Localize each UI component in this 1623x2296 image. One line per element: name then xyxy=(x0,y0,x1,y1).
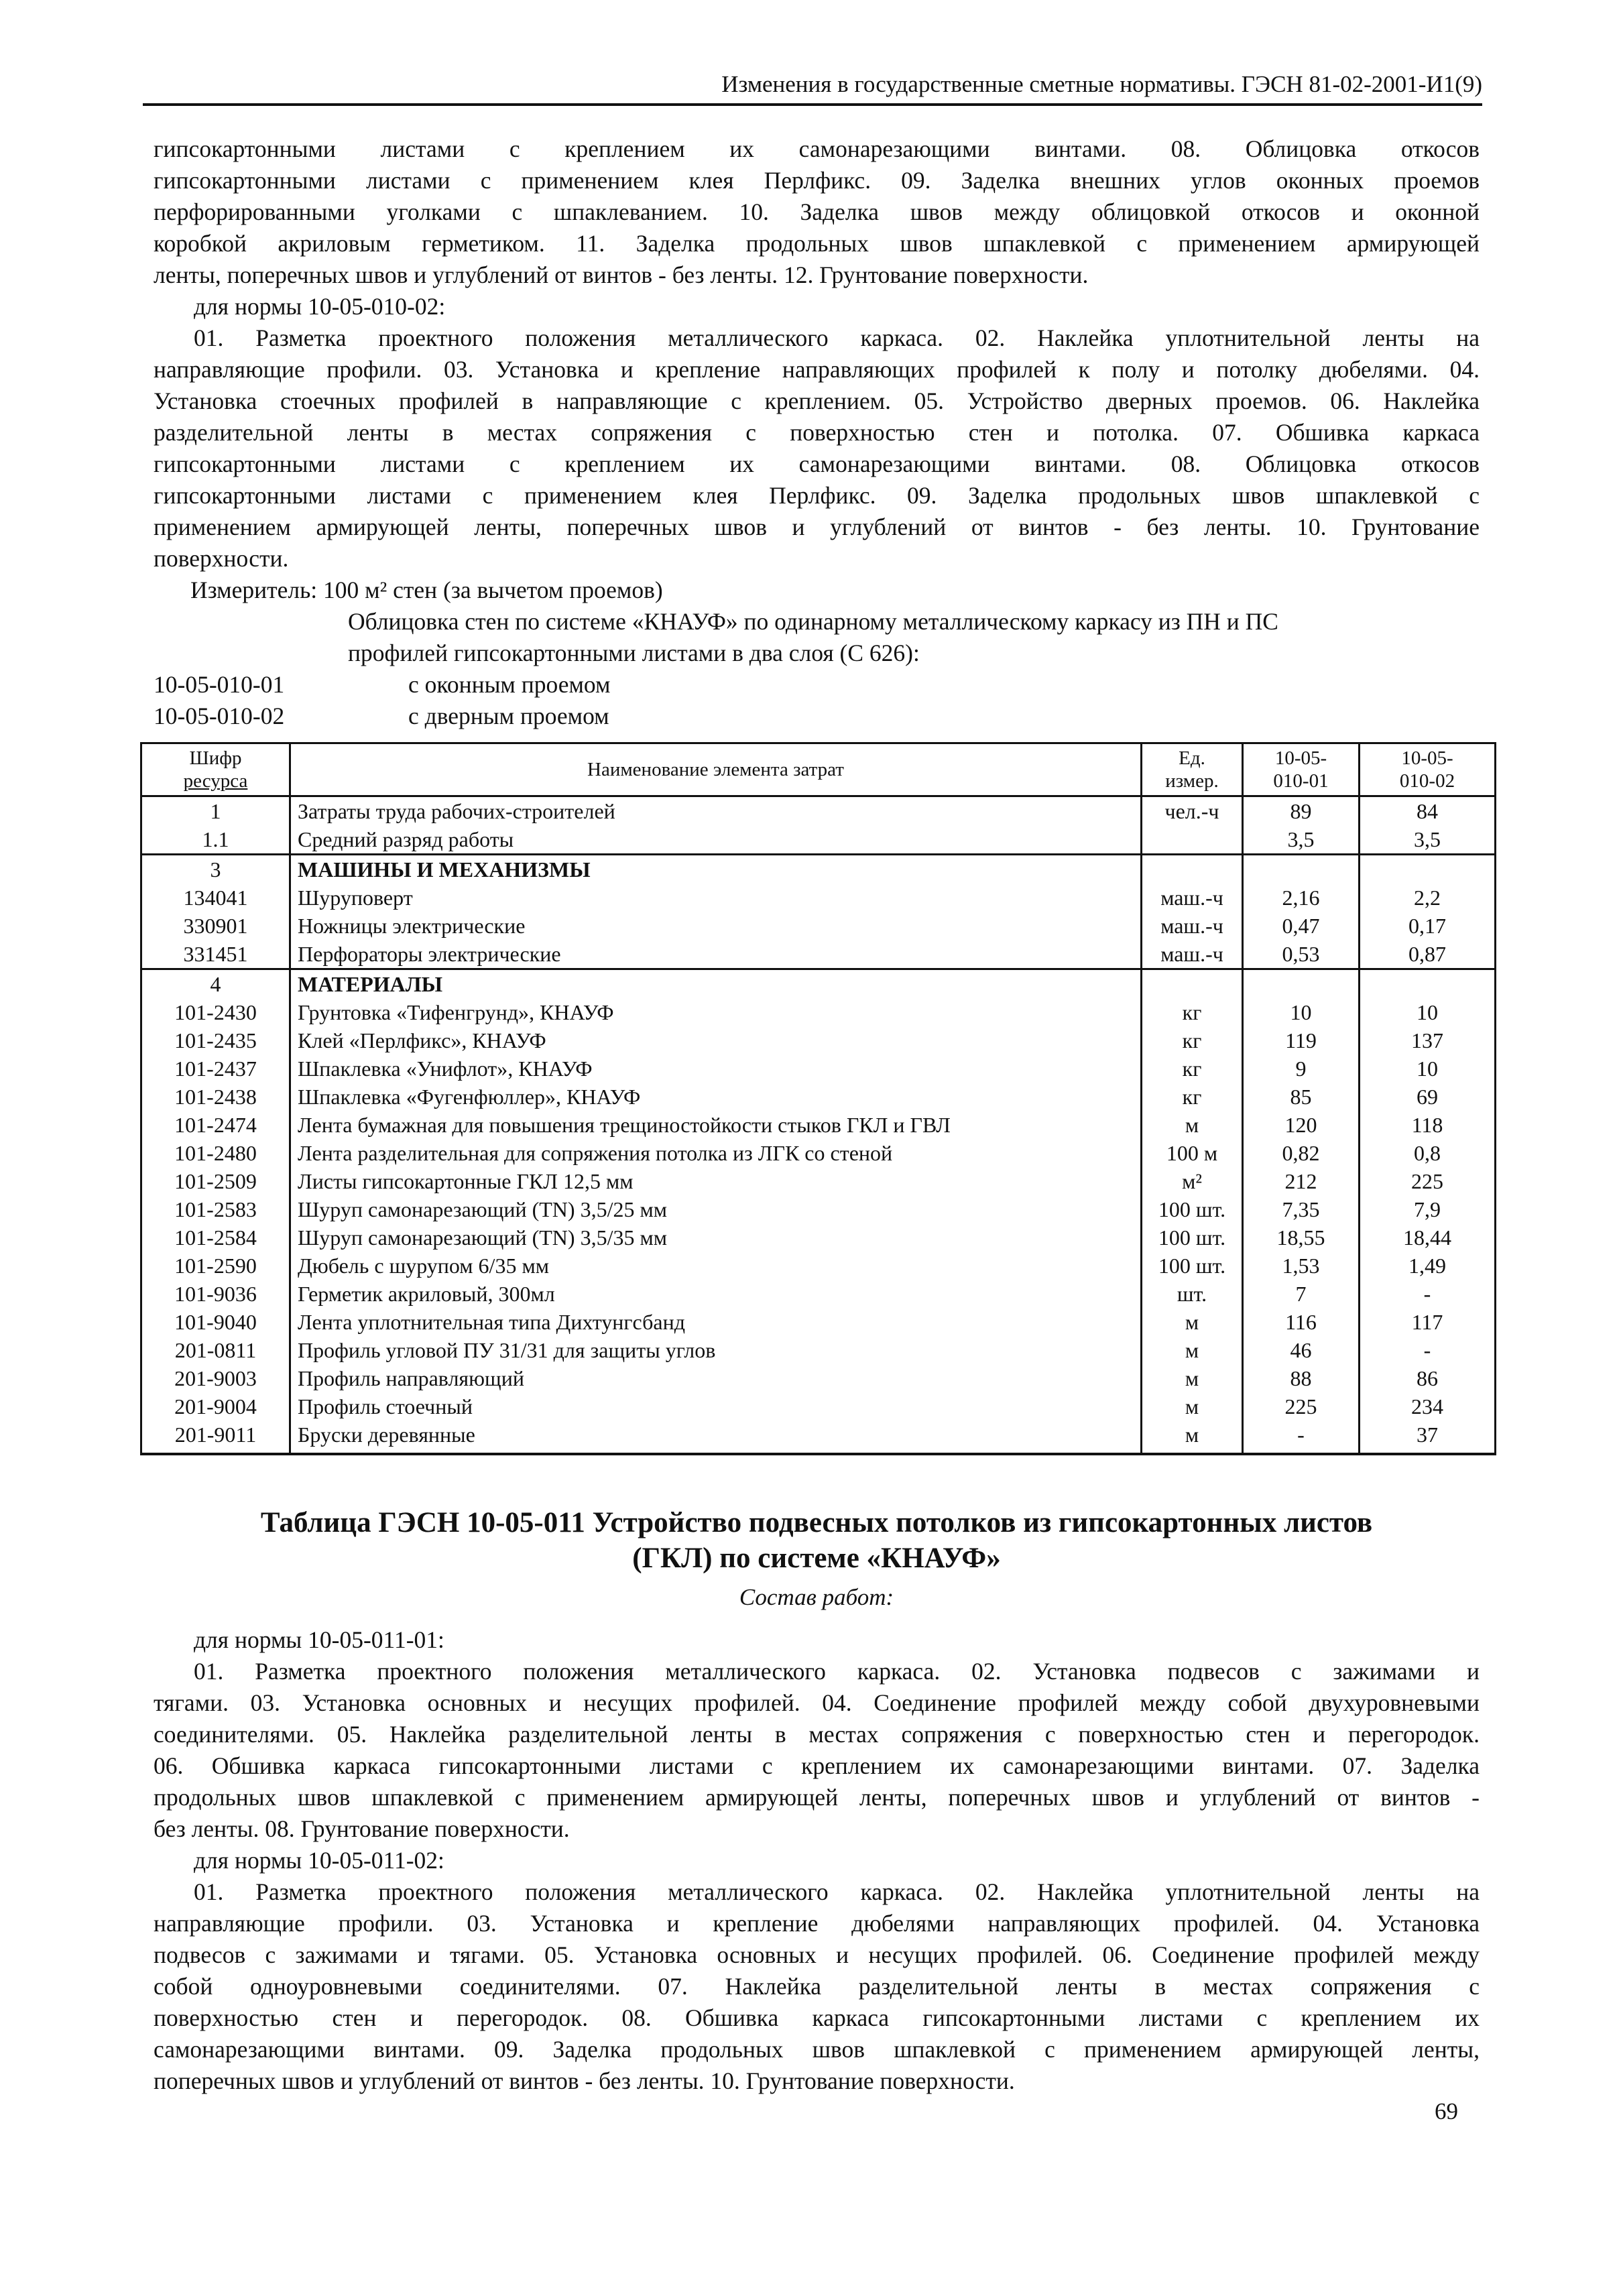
cell-code: 101-9040 xyxy=(141,1308,290,1336)
table-row xyxy=(141,1280,1496,1308)
text-line: самонарезающими винтами. 09. Заделка продольных швов шпаклевкой с применением армирующей ленты, xyxy=(154,2036,1480,2063)
text-line: гипсокартонными листами с креплением их самонарезающими винтами. 08. Облицовка откосов xyxy=(154,450,1480,477)
cell-value-norm-2: 225 xyxy=(1360,1167,1496,1195)
resource-table xyxy=(140,742,1496,1455)
cell-name: Профиль стоечный xyxy=(290,1392,1142,1421)
table-header-row xyxy=(141,743,1496,796)
cell-value-norm-2: 118 xyxy=(1360,1111,1496,1139)
cell-code: 330901 xyxy=(141,912,290,940)
cell-name: Шуруповерт xyxy=(290,884,1142,912)
cell-name: Профиль направляющий xyxy=(290,1364,1142,1392)
table-row xyxy=(141,998,1496,1026)
cell-value-norm-2: 137 xyxy=(1360,1026,1496,1054)
cell-name: Шпаклевка «Унифлот», КНАУФ xyxy=(290,1054,1142,1083)
cell-unit: маш.-ч xyxy=(1142,940,1243,969)
text-line: поверхности. xyxy=(154,545,289,572)
header-rule xyxy=(143,103,1482,106)
cell-value-norm-1: - xyxy=(1243,1421,1360,1454)
text-line: без ленты. 08. Грунтование поверхности. xyxy=(154,1815,570,1842)
cell-code: 331451 xyxy=(141,940,290,969)
cell-unit: 100 м xyxy=(1142,1139,1243,1167)
section-title-line: (ГКЛ) по системе «КНАУФ» xyxy=(632,1543,1001,1574)
cell-code: 134041 xyxy=(141,884,290,912)
table-body xyxy=(141,796,1496,1455)
cell-code: 101-9036 xyxy=(141,1280,290,1308)
cell-unit: м xyxy=(1142,1111,1243,1139)
text-line: собой одноуровневыми соединителями. 07. Наклейка разделительной ленты в местах сопряжения с xyxy=(154,1973,1480,2000)
norm-paragraph xyxy=(154,1876,1480,2097)
cell-value-norm-2: 0,17 xyxy=(1360,912,1496,940)
norm-label: для нормы 10-05-011-01: xyxy=(194,1626,444,1653)
header-norm-line: 010-02 xyxy=(1399,770,1455,792)
cell-code: 101-2474 xyxy=(141,1111,290,1139)
table-row xyxy=(141,1252,1496,1280)
cell-value-norm-1 xyxy=(1243,969,1360,999)
cell-name: Шпаклевка «Фугенфюллер», КНАУФ xyxy=(290,1083,1142,1111)
text-line: коробкой акриловым герметиком. 11. Заделка продольных швов шпаклевкой с применением армирующей xyxy=(154,230,1480,257)
text-line: перфорированными уголками с шпаклеванием. 10. Заделка швов между облицовкой откосов и оконной xyxy=(154,198,1480,225)
text-line: разделительной ленты в местах сопряжения с поверхностью стен и потолка. 07. Обшивка каркаса xyxy=(154,419,1480,446)
header-code-line: ресурса xyxy=(183,770,248,792)
cell-name: Бруски деревянные xyxy=(290,1421,1142,1454)
cell-value-norm-2: 10 xyxy=(1360,998,1496,1026)
cell-value-norm-2: 0,87 xyxy=(1360,940,1496,969)
cell-value-norm-1: 89 xyxy=(1243,796,1360,826)
cell-value-norm-2: 7,9 xyxy=(1360,1195,1496,1223)
cell-value-norm-1: 1,53 xyxy=(1243,1252,1360,1280)
running-header: Изменения в государственные сметные нормативы. ГЭСН 81-02-2001-И1(9) xyxy=(721,71,1482,97)
text-line: тягами. 03. Установка основных и несущих профилей. 04. Соединение профилей между собой двухуровневыми xyxy=(154,1689,1480,1716)
cell-unit xyxy=(1142,825,1243,855)
cell-value-norm-1: 9 xyxy=(1243,1054,1360,1083)
cell-unit: кг xyxy=(1142,998,1243,1026)
cell-name: Лента разделительная для сопряжения потолка из ЛГК со стеной xyxy=(290,1139,1142,1167)
cell-code: 1.1 xyxy=(141,825,290,855)
table-row xyxy=(141,1364,1496,1392)
top-section xyxy=(154,133,1480,732)
table-row xyxy=(141,1223,1496,1252)
cell-name: Лента бумажная для повышения трещиностойкости стыков ГКЛ и ГВЛ xyxy=(290,1111,1142,1139)
table-row xyxy=(141,1139,1496,1167)
cell-value-norm-1: 0,82 xyxy=(1243,1139,1360,1167)
header-norm-line: 10-05- xyxy=(1401,747,1453,769)
table-row xyxy=(141,1392,1496,1421)
cell-code: 201-0811 xyxy=(141,1336,290,1364)
cell-value-norm-1: 2,16 xyxy=(1243,884,1360,912)
cell-name: Клей «Перлфикс», КНАУФ xyxy=(290,1026,1142,1054)
section-subtitle: Состав работ: xyxy=(739,1584,894,1610)
text-line: поперечных швов и углублений от винтов - без ленты. 10. Грунтование поверхности. xyxy=(154,2067,1015,2094)
cell-value-norm-2 xyxy=(1360,855,1496,884)
table-row xyxy=(141,1111,1496,1139)
cell-unit: кг xyxy=(1142,1083,1243,1111)
cell-unit: м xyxy=(1142,1308,1243,1336)
norm-paragraph xyxy=(154,322,1480,575)
cell-unit: 100 шт. xyxy=(1142,1252,1243,1280)
cell-name: Герметик акриловый, 300мл xyxy=(290,1280,1142,1308)
text-line: применением армирующей ленты, поперечных швов и углублений от винтов - без ленты. 10. Грунтование xyxy=(154,513,1480,540)
header-norm-1 xyxy=(1243,743,1360,796)
cell-value-norm-2: 2,2 xyxy=(1360,884,1496,912)
cell-value-norm-2: 0,8 xyxy=(1360,1139,1496,1167)
cell-code: 1 xyxy=(141,796,290,826)
norm-item xyxy=(154,669,1480,701)
cell-value-norm-1 xyxy=(1243,855,1360,884)
table-row xyxy=(141,1195,1496,1223)
cell-value-norm-1: 7 xyxy=(1243,1280,1360,1308)
bottom-section xyxy=(154,1624,1480,2097)
norm-item xyxy=(154,701,1480,732)
text-line: подвесов с зажимами и тягами. 05. Установка основных и несущих профилей. 06. Соединение профилей между xyxy=(154,1941,1480,1968)
cell-code: 101-2435 xyxy=(141,1026,290,1054)
cell-name: Ножницы электрические xyxy=(290,912,1142,940)
cell-unit: кг xyxy=(1142,1026,1243,1054)
norm-label: для нормы 10-05-011-02: xyxy=(194,1847,444,1874)
norm-text: с дверным проемом xyxy=(408,703,609,729)
cell-name: Средний разряд работы xyxy=(290,825,1142,855)
meter-line: Измеритель: 100 м² стен (за вычетом проемов) xyxy=(190,577,663,603)
table-row xyxy=(141,1167,1496,1195)
table-description-line: Облицовка стен по системе «КНАУФ» по одинарному металлическому каркасу из ПН и ПС xyxy=(348,608,1278,635)
cell-value-norm-2: 234 xyxy=(1360,1392,1496,1421)
cell-code: 201-9011 xyxy=(141,1421,290,1454)
cell-code: 101-2509 xyxy=(141,1167,290,1195)
cell-unit: м xyxy=(1142,1392,1243,1421)
cell-code: 101-2583 xyxy=(141,1195,290,1223)
cell-name: Профиль угловой ПУ 31/31 для защиты углов xyxy=(290,1336,1142,1364)
cell-name: Дюбель с шурупом 6/35 мм xyxy=(290,1252,1142,1280)
cell-unit: 100 шт. xyxy=(1142,1195,1243,1223)
header-code-line: Шифр xyxy=(189,747,242,769)
table-section-row xyxy=(141,855,1496,884)
text-line: ленты, поперечных швов и углублений от винтов - без ленты. 12. Грунтование поверхности. xyxy=(154,261,1089,288)
cell-value-norm-1: 88 xyxy=(1243,1364,1360,1392)
norm-paragraph xyxy=(154,1656,1480,1845)
text-line: направляющие профили. 03. Установка и крепление направляющих профилей к полу и потолку дюбелями. 04. xyxy=(154,356,1480,383)
section-title xyxy=(154,1505,1480,1576)
table-row xyxy=(141,1421,1496,1454)
cell-value-norm-1: 225 xyxy=(1243,1392,1360,1421)
table-row xyxy=(141,1336,1496,1364)
text-line: соединителями. 05. Наклейка разделительной ленты в местах сопряжения с поверхностью стен и перегородок. xyxy=(154,1721,1480,1748)
norm-text: с оконным проемом xyxy=(408,671,611,698)
header-name-text: Наименование элемента затрат xyxy=(587,759,844,780)
cell-value-norm-2: 1,49 xyxy=(1360,1252,1496,1280)
norm-code: 10-05-010-02 xyxy=(154,703,285,729)
header-code xyxy=(141,743,290,796)
cell-unit xyxy=(1142,969,1243,999)
norm-code: 10-05-010-01 xyxy=(154,671,285,698)
cell-name: Затраты труда рабочих-строителей xyxy=(290,796,1142,826)
cell-name: Перфораторы электрические xyxy=(290,940,1142,969)
header-norm-line: 010-01 xyxy=(1273,770,1329,792)
header-norm-line: 10-05- xyxy=(1274,747,1327,769)
table-row xyxy=(141,1083,1496,1111)
cell-name: Шуруп самонарезающий (TN) 3,5/25 мм xyxy=(290,1195,1142,1223)
cell-unit: м xyxy=(1142,1421,1243,1454)
table-row xyxy=(141,884,1496,912)
cell-unit: м xyxy=(1142,1364,1243,1392)
table-row xyxy=(141,940,1496,969)
cell-value-norm-2: 3,5 xyxy=(1360,825,1496,855)
table-row xyxy=(141,1026,1496,1054)
cell-value-norm-1: 85 xyxy=(1243,1083,1360,1111)
cell-value-norm-1: 3,5 xyxy=(1243,825,1360,855)
cell-value-norm-2: 117 xyxy=(1360,1308,1496,1336)
cell-code: 101-2430 xyxy=(141,998,290,1026)
cell-code: 101-2590 xyxy=(141,1252,290,1280)
page-number: 69 xyxy=(1435,2098,1458,2124)
text-line: Установка стоечных профилей в направляющие с креплением. 05. Устройство дверных проемов. 06. Наклейка xyxy=(154,387,1480,414)
table-row xyxy=(141,1308,1496,1336)
table-row xyxy=(141,912,1496,940)
text-line: продольных швов шпаклевкой с применением армирующей ленты, поперечных швов и углублений от винтов - xyxy=(154,1784,1480,1811)
cell-value-norm-2: - xyxy=(1360,1280,1496,1308)
cell-value-norm-1: 10 xyxy=(1243,998,1360,1026)
cell-value-norm-2: 86 xyxy=(1360,1364,1496,1392)
cell-code: 3 xyxy=(141,855,290,884)
header-unit-line: Ед. xyxy=(1179,747,1205,769)
text-line: поверхностью стен и перегородок. 08. Обшивка каркаса гипсокартонными листами с креплением их xyxy=(154,2004,1480,2031)
cell-value-norm-1: 18,55 xyxy=(1243,1223,1360,1252)
table-row xyxy=(141,825,1496,855)
text-line: 01. Разметка проектного положения металлического каркаса. 02. Наклейка уплотнительной ленты на xyxy=(194,324,1480,351)
cell-code: 101-2438 xyxy=(141,1083,290,1111)
cell-value-norm-1: 0,53 xyxy=(1243,940,1360,969)
cell-name: Грунтовка «Тифенгрунд», КНАУФ xyxy=(290,998,1142,1026)
cell-value-norm-2: 69 xyxy=(1360,1083,1496,1111)
text-line: гипсокартонными листами с применением клея Перлфикс. 09. Заделка продольных швов шпаклевкой с xyxy=(154,482,1480,509)
cell-code: 201-9003 xyxy=(141,1364,290,1392)
text-line: 01. Разметка проектного положения металлического каркаса. 02. Наклейка уплотнительной ленты на xyxy=(194,1878,1480,1905)
cell-code: 101-2437 xyxy=(141,1054,290,1083)
cell-value-norm-2: 18,44 xyxy=(1360,1223,1496,1252)
cell-value-norm-1: 120 xyxy=(1243,1111,1360,1139)
cell-value-norm-1: 46 xyxy=(1243,1336,1360,1364)
intro-paragraph xyxy=(154,133,1480,291)
cell-unit: шт. xyxy=(1142,1280,1243,1308)
cell-value-norm-2: - xyxy=(1360,1336,1496,1364)
cell-unit: кг xyxy=(1142,1054,1243,1083)
cell-value-norm-1: 7,35 xyxy=(1243,1195,1360,1223)
table-description-line: профилей гипсокартонными листами в два слоя (С 626): xyxy=(348,640,920,666)
cell-code: 101-2480 xyxy=(141,1139,290,1167)
section-title-line: Таблица ГЭСН 10-05-011 Устройство подвесных потолков из гипсокартонных листов xyxy=(260,1507,1373,1538)
table-row xyxy=(141,1054,1496,1083)
cell-unit: чел.-ч xyxy=(1142,796,1243,826)
header-norm-2 xyxy=(1360,743,1496,796)
cell-value-norm-1: 212 xyxy=(1243,1167,1360,1195)
cell-name: МАШИНЫ И МЕХАНИЗМЫ xyxy=(290,855,1142,884)
header-unit-line: измер. xyxy=(1165,770,1219,792)
cell-value-norm-1: 0,47 xyxy=(1243,912,1360,940)
cell-value-norm-2: 84 xyxy=(1360,796,1496,826)
cell-code: 201-9004 xyxy=(141,1392,290,1421)
cell-unit xyxy=(1142,855,1243,884)
norm-label: для нормы 10-05-010-02: xyxy=(194,293,446,320)
cell-unit: м² xyxy=(1142,1167,1243,1195)
cell-name: Листы гипсокартонные ГКЛ 12,5 мм xyxy=(290,1167,1142,1195)
cell-name: Лента уплотнительная типа Дихтунгсбанд xyxy=(290,1308,1142,1336)
cell-value-norm-2: 37 xyxy=(1360,1421,1496,1454)
cell-code: 101-2584 xyxy=(141,1223,290,1252)
table-section-row xyxy=(141,969,1496,999)
cell-unit: маш.-ч xyxy=(1142,884,1243,912)
text-line: направляющие профили. 03. Установка и крепление дюбелями направляющих профилей. 04. Установка xyxy=(154,1910,1480,1937)
text-line: 06. Обшивка каркаса гипсокартонными листами с креплением их самонарезающими винтами. 07. Заделка xyxy=(154,1752,1480,1779)
text-line: гипсокартонными листами с применением клея Перлфикс. 09. Заделка внешних углов оконных проемов xyxy=(154,167,1480,194)
cell-unit: маш.-ч xyxy=(1142,912,1243,940)
header-name xyxy=(290,743,1142,796)
cell-value-norm-1: 119 xyxy=(1243,1026,1360,1054)
cell-name: Шуруп самонарезающий (TN) 3,5/35 мм xyxy=(290,1223,1142,1252)
cell-unit: м xyxy=(1142,1336,1243,1364)
text-line: гипсокартонными листами с креплением их самонарезающими винтами. 08. Облицовка откосов xyxy=(154,135,1480,162)
text-line: 01. Разметка проектного положения металлического каркаса. 02. Установка подвесов с зажимами и xyxy=(194,1658,1480,1685)
table-row xyxy=(141,796,1496,826)
header-unit xyxy=(1142,743,1243,796)
cell-value-norm-1: 116 xyxy=(1243,1308,1360,1336)
cell-value-norm-2: 10 xyxy=(1360,1054,1496,1083)
cell-name: МАТЕРИАЛЫ xyxy=(290,969,1142,999)
cell-unit: 100 шт. xyxy=(1142,1223,1243,1252)
cell-code: 4 xyxy=(141,969,290,999)
cell-value-norm-2 xyxy=(1360,969,1496,999)
